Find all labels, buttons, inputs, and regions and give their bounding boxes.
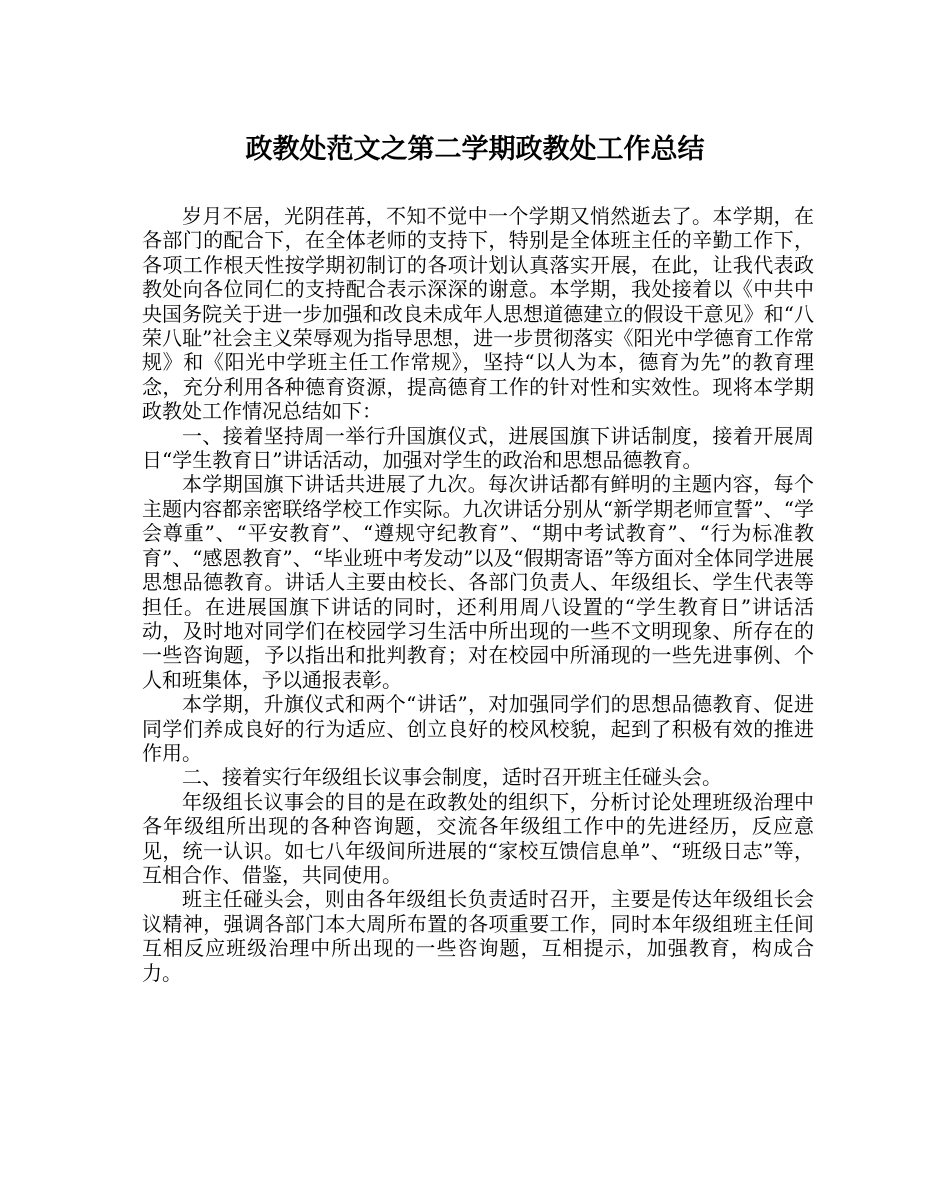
document-title: 政教处范文之第二学期政教处工作总结 [245, 134, 705, 165]
paragraph-head-teacher-meeting: 班主任碰头会，则由各年级组长负责适时召开，主要是传达年级组长会议精神，强调各部门本大周所布置的各项重要工作，同时本年级组班主任间互相反应班级治理中所出现的一些咨询题，互相提示，加强教育，构成合力。 [142, 887, 814, 985]
document-body [142, 204, 814, 985]
paragraph-section-2-heading: 二、接着实行年级组长议事会制度，适时召开班主任碰头会。 [182, 765, 722, 790]
paragraph-flag-effect: 本学期，升旗仪式和两个“讲话”，对加强同学们的思想品德教育、促进同学们养成良好的行为适应、创立良好的校风校貌，起到了积极有效的推进作用。 [142, 692, 814, 765]
paragraph-intro: 岁月不居，光阴荏苒，不知不觉中一个学期又悄然逝去了。本学期，在各部门的配合下，在全体老师的支持下，特别是全体班主任的辛勤工作下，各项工作根天性按学期初制订的各项计划认真落实开展，在此，让我代表政教处向各位同仁的支持配合表示深深的谢意。本学期，我处接着以《中共中央国务院关于进一步加强和改良未成年人思想道德建立的假设干意见》和“八荣八耻”社会主义荣辱观为指导思想，进一步贯彻落实《阳光中学德育工作常规》和《阳光中学班主任工作常规》，坚持“以人为本，德育为先”的教育理念，充分利用各种德育资源，提高德育工作的针对性和实效性。现将本学期政教处工作情况总结如下： [142, 204, 814, 424]
paragraph-section-1-heading: 一、接着坚持周一举行升国旗仪式，进展国旗下讲话制度，接着开展周日“学生教育日”讲话活动，加强对学生的政治和思想品德教育。 [142, 423, 814, 473]
paragraph-flag-speeches: 本学期国旗下讲话共进展了九次。每次讲话都有鲜明的主题内容，每个主题内容都亲密联络学校工作实际。九次讲话分别从“新学期老师宣誓”、“学会尊重”、“平安教育”、“遵规守纪教育”、“期中考试教育”、“行为标准教育”、“感恩教育”、“毕业班中考发动”以及“假期寄语”等方面对全体同学进展思想品德教育。讲话人主要由校长、各部门负责人、年级组长、学生代表等担任。在进展国旗下讲话的同时，还利用周八设置的“学生教育日”讲话活动，及时地对同学们在校园学习生活中所出现的一些不文明现象、所存在的一些咨询题，予以指出和批判教育；对在校园中所涌现的一些先进事例、个人和班集体，予以通报表彰。 [142, 472, 814, 692]
paragraph-grade-leader-meeting: 年级组长议事会的目的是在政教处的组织下，分析讨论处理班级治理中各年级组所出现的各种咨询题，交流各年级组工作中的先进经历，反应意见，统一认识。如七八年级间所进展的“家校互馈信息单”、“班级日志”等，互相合作、借鉴，共同使用。 [142, 789, 814, 887]
